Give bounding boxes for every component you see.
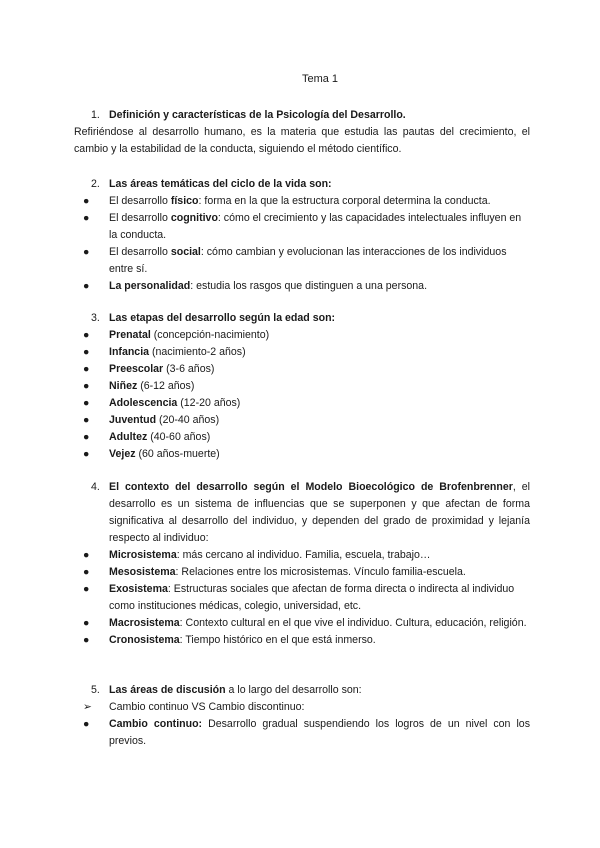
section-1 <box>74 107 530 158</box>
section-2 <box>74 176 530 295</box>
bullet-icon: ● <box>83 617 90 629</box>
list-item: ● El desarrollo físico: forma en la que la estructura corporal determina la conducta. <box>74 193 530 210</box>
bullet-icon: ● <box>83 195 90 207</box>
bullet-icon: ● <box>83 397 90 409</box>
list-item: ➢ Cambio continuo VS Cambio discontinuo: <box>74 699 530 716</box>
section-1-paragraph: Refiriéndose al desarrollo humano, es la materia que estudia las pautas del crecimiento, el cambio y la estabilidad de la conducta, siguiendo el método científico. <box>74 126 530 155</box>
page-title: Tema 1 <box>301 73 339 85</box>
bullet-icon: ● <box>83 448 90 460</box>
section-3-heading: 3. Las etapas del desarrollo según la edad son: <box>91 312 336 324</box>
bullet-icon: ● <box>83 346 90 358</box>
list-item: ● Mesosistema: Relaciones entre los microsistemas. Vínculo familia-escuela. <box>74 564 530 581</box>
bullet-icon: ● <box>83 549 90 561</box>
list-item: ● La personalidad: estudia los rasgos que distinguen a una persona. <box>74 278 530 295</box>
bullet-icon: ● <box>83 634 90 646</box>
list-item: ● El desarrollo social: cómo cambian y evolucionan las interacciones de los individuos entre sí. <box>83 246 507 275</box>
list-item: ● Prenatal (concepción-nacimiento) <box>74 327 530 344</box>
list-item: ● Cambio continuo: Desarrollo gradual suspendiendo los logros de un nivel con los previos. <box>83 718 530 747</box>
bullet-icon: ● <box>83 583 90 595</box>
list-item: ● Cronosistema: Tiempo histórico en el que está inmerso. <box>74 632 530 649</box>
arrow-bullet-icon: ➢ <box>83 701 92 713</box>
list-item: ● Exosistema: Estructuras sociales que afectan de forma directa o indirecta al individuo como instituciones médicas, colegio, universidad, etc. <box>83 583 515 612</box>
list-item: ● Microsistema: más cercano al individuo. Familia, escuela, trabajo… <box>74 547 530 564</box>
section-3 <box>74 310 530 463</box>
list-item: ● Adultez (40-60 años) <box>74 429 530 446</box>
bullet-icon: ● <box>83 280 90 292</box>
list-item: ● Macrosistema: Contexto cultural en el que vive el individuo. Cultura, educación, religión. <box>74 615 530 632</box>
list-item: ● El desarrollo cognitivo: cómo el crecimiento y las capacidades intelectuales influyen en la conducta. <box>83 212 522 241</box>
bullet-icon: ● <box>83 566 90 578</box>
bullet-icon: ● <box>83 363 90 375</box>
list-item: ● Infancia (nacimiento-2 años) <box>74 344 530 361</box>
section-5 <box>74 682 530 750</box>
bullet-icon: ● <box>83 414 90 426</box>
bullet-icon: ● <box>83 718 90 730</box>
bullet-icon: ● <box>83 329 90 341</box>
list-item: ● Niñez (6-12 años) <box>74 378 530 395</box>
section-5-heading: 5. Las áreas de discusión a lo largo del desarrollo son: <box>91 684 362 696</box>
list-item: ● Preescolar (3-6 años) <box>74 361 530 378</box>
section-2-heading: 2. Las áreas temáticas del ciclo de la vida son: <box>91 178 332 190</box>
list-item: ● Juventud (20-40 años) <box>74 412 530 429</box>
section-4-intro: 4. El contexto del desarrollo según el Modelo Bioecológico de Brofenbrenner, el desarrollo es un sistema de influencias que se superponen y que afectan de forma significativa al desarrollo del individuo, y dependen del grado de proximidad y lejanía respecto al individuo: <box>91 481 530 544</box>
bullet-icon: ● <box>83 380 90 392</box>
list-item: ● Vejez (60 años-muerte) <box>74 446 530 463</box>
bullet-icon: ● <box>83 431 90 443</box>
bullet-icon: ● <box>83 212 90 224</box>
list-item: ● Adolescencia (12-20 años) <box>74 395 530 412</box>
section-4 <box>74 479 530 649</box>
section-1-heading: 1. Definición y características de la Psicología del Desarrollo. <box>91 109 406 121</box>
bullet-icon: ● <box>83 246 90 258</box>
